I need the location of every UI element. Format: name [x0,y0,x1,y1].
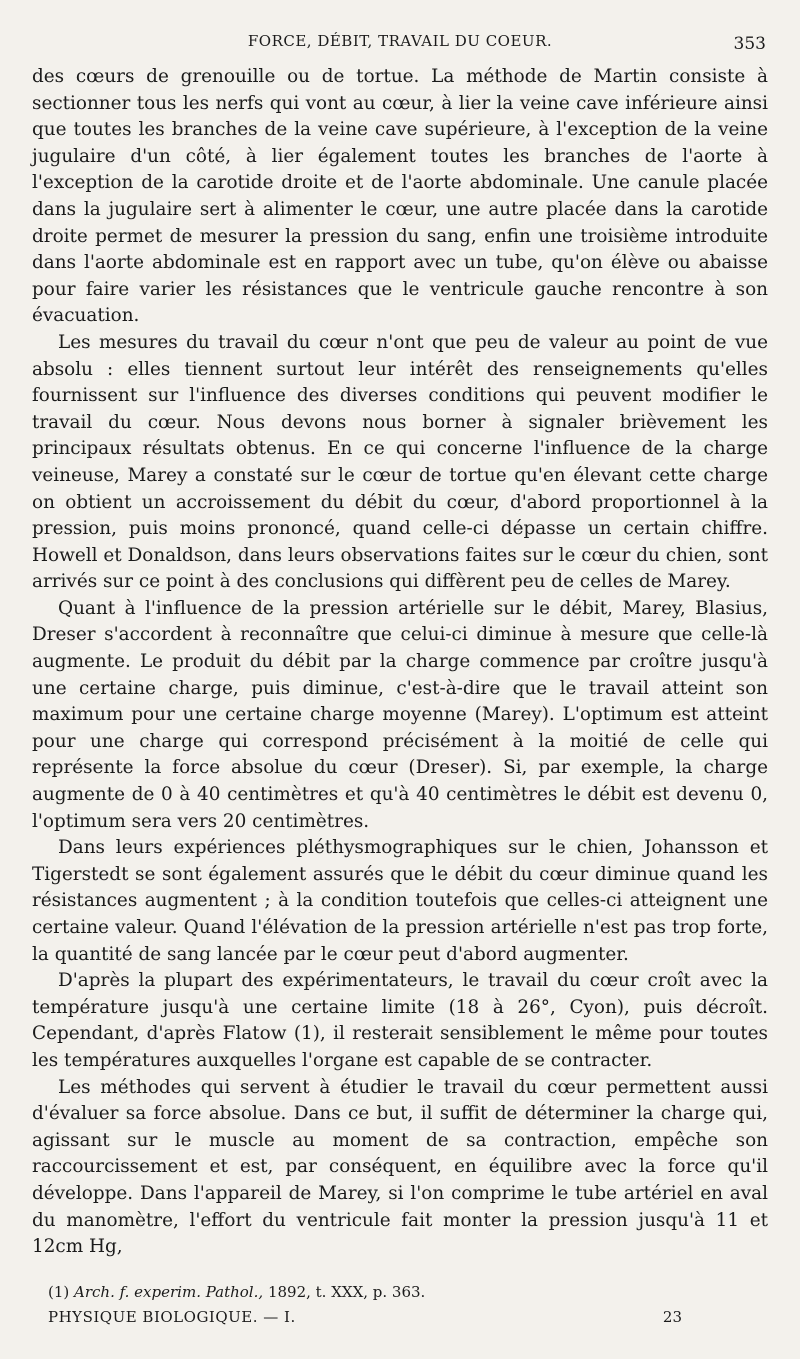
footnote [48,1282,768,1302]
footnote-details: 1892, t. XXX, p. 363. [267,1283,426,1301]
body-text [32,64,768,1261]
paragraph-2: Les mesures du travail du cœur n'ont que peu de valeur au point de vue absolu : elles tiennent surtout leur intérêt des renseignements qu'elles fournissent sur l'influence des diverses conditions qui peuvent modifier le travail du cœur. Nous devons nous borner à signaler brièvement les principaux résultats obtenus. En ce qui concerne l'influence de la charge veineuse, Marey a constaté sur le cœur de tortue qu'en élevant cette charge on obtient un accroissement du débit du cœur, d'abord proportionnel à la pression, puis moins prononcé, quand celle-ci dépasse un certain chiffre. Howell et Donaldson, dans leurs observations faites sur le cœur du chien, sont arrivés sur ce point à des conclusions qui diffèrent peu de celles de Marey. [32,331,768,593]
paragraph-6: Les méthodes qui servent à étudier le travail du cœur permettent aussi d'évaluer sa force absolue. Dans ce but, il suffit de déterminer la charge qui, agissant sur le muscle au moment de sa contraction, empêche son raccourcissement et est, par conséquent, en équilibre avec la force qu'il développe. Dans l'appareil de Marey, si l'on comprime le tube artériel en aval du manomètre, l'effort du ventricule fait monter la pression jusqu'à 11 et 12cm Hg, [32,1076,768,1258]
signature-line [0,1308,800,1332]
footnote-source: Arch. f. experim. Pathol., [74,1283,264,1301]
paragraph-5: D'après la plupart des expérimentateurs, le travail du cœur croît avec la température jusqu'à une certaine limite (18 à 26°, Cyon), puis décroît. Cependant, d'après Flatow (1), il resterait sensiblement le même pour toutes les températures auxquelles l'organe est capable de se contracter. [32,970,768,1071]
paragraph-1: des cœurs de grenouille ou de tortue. La méthode de Martin consiste à sectionner tous les nerfs qui vont au cœur, à lier la veine cave inférieure ainsi que toutes les branches de la veine cave supérieure, à l'exception de la veine jugulaire d'un côté, à lier également toutes les branches de l'aorte à l'exception de la carotide droite et de l'aorte abdominale. Une canule placée dans la jugulaire sert à alimenter le cœur, une autre placée dans la carotide droite permet de mesurer la pression du sang, enfin une troisième introduite dans l'aorte abdominale est en rapport avec un tube, qu'on élève ou abaisse pour faire varier les résistances que le ventricule gauche rencontre à son évacuation. [32,66,768,327]
page-header [0,30,800,58]
page-number: 353 [733,34,766,54]
footnote-marker: (1) [48,1283,70,1301]
paragraph-3: Quant à l'influence de la pression artérielle sur le débit, Marey, Blasius, Dreser s'accordent à reconnaître que celui-ci diminue à mesure que celle-là augmente. Le produit du débit par la charge commence par croître jusqu'à une certaine charge, puis diminue, c'est-à-dire que le travail atteint son maximum pour une certaine charge moyenne (Marey). L'optimum est atteint pour une charge qui correspond précisément à la moitié de celle qui représente la force absolue du cœur (Dreser). Si, par exemple, la charge augmente de 0 à 40 centimètres et qu'à 40 centimètres le débit est devenu 0, l'optimum sera vers 20 centimètres. [32,597,768,832]
running-title: FORCE, DÉBIT, TRAVAIL DU COEUR. [247,32,553,50]
paragraph-4: Dans leurs expériences pléthysmographiques sur le chien, Johansson et Tigerstedt se sont également assurés que le débit du cœur diminue quand les résistances augmentent ; à la condition toutefois que celles-ci atteignent une certaine valeur. Quand l'élévation de la pression artérielle n'est pas trop forte, la quantité de sang lancée par le cœur peut d'abord augmenter. [32,837,768,965]
sheet-number: 23 [662,1308,682,1326]
book-title: PHYSIQUE BIOLOGIQUE. — I. [48,1308,296,1326]
